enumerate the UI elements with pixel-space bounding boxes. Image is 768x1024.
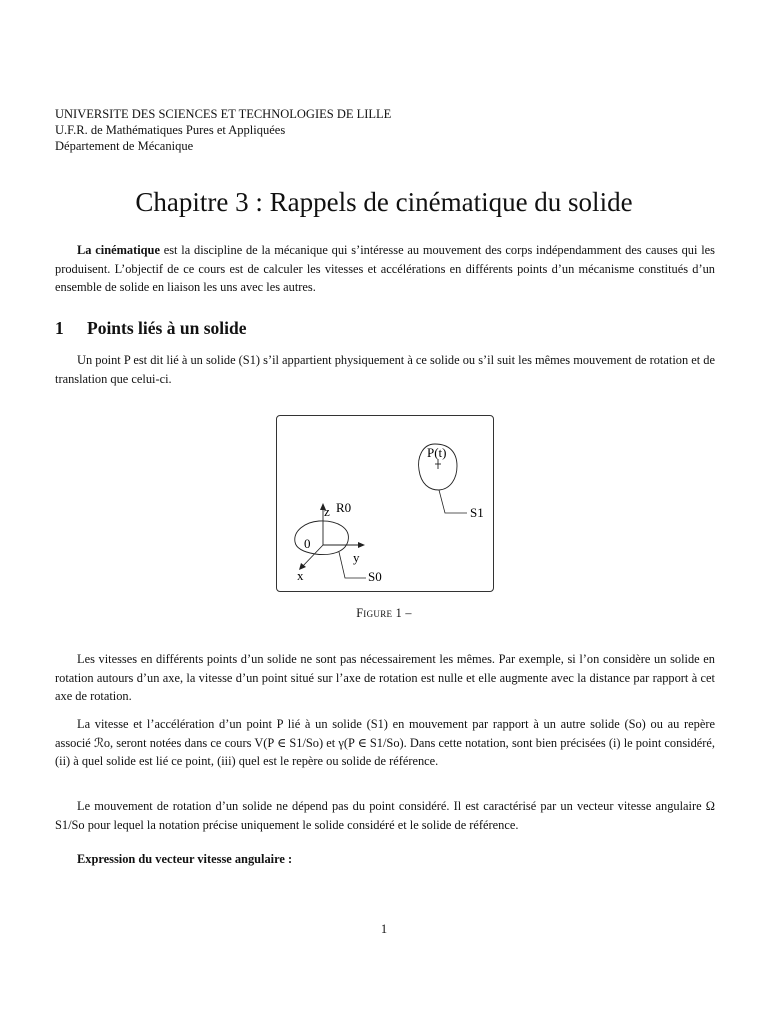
label-pt: P(t) <box>427 445 447 460</box>
label-r0: R0 <box>336 500 352 515</box>
paragraph-velocities: Les vitesses en différents points d’un solide ne sont pas nécessairement les mêmes. Par exemple, si l’on considère un solide en rotation autours d’un axe, la vitesse d’un point situé sur l’axe de rotation est nulle et elle augmente avec la distance par rapport à cet axe de rotation. <box>55 652 715 703</box>
subheading-angular-velocity: Expression du vecteur vitesse angulaire : <box>77 852 293 866</box>
section-number: 1 <box>55 318 64 338</box>
header-department: Département de Mécanique <box>55 139 194 153</box>
intro-text: est la discipline de la mécanique qui s’intéresse au mouvement des corps indépendamment des causes qui les produisent. L’objectif de ce cours est de calculer les vitesses et accélérations en différents points d’un mécanisme constitués d’un ensemble de solide en liaison les uns avec les autres. <box>55 243 715 294</box>
intro-paragraph <box>55 241 715 297</box>
figure-box <box>276 415 494 592</box>
chapter-title: Chapitre 3 : Rappels de cinématique du solide <box>135 187 633 217</box>
s1-leader-line <box>439 490 467 513</box>
intro-bold-term: La cinématique <box>77 243 160 257</box>
header-university: UNIVERSITE DES SCIENCES ET TECHNOLOGIES DE LILLE <box>55 107 392 121</box>
solid-s0-outline <box>295 521 349 555</box>
label-x: x <box>297 568 304 583</box>
label-s1: S1 <box>470 505 484 520</box>
label-y: y <box>353 550 360 565</box>
page-number: 1 <box>380 922 388 936</box>
paragraph-notation: La vitesse et l’accélération d’un point P lié à un solide (S1) en mouvement par rapport à un autre solide (So) ou au repère associé ℛo, seront notées dans ce cours V(P ∈ S1/So) et γ(P ∈ S1/So). Dans cette notation, sont bien précisées (i) le point considéré, (ii) à quel solide est lié ce point, (iii) quel est le repère ou solide de référence. <box>55 717 715 768</box>
section1-paragraph: Un point P est dit lié à un solide (S1) s’il appartient physiquement à ce solide ou s’il suit les mêmes mouvement de rotation et de translation que celui-ci. <box>55 353 715 386</box>
kinematics-diagram <box>277 416 493 591</box>
paragraph-angular-velocity: Le mouvement de rotation d’un solide ne dépend pas du point considéré. Il est caractérisé par un vecteur vitesse angulaire Ω S1/So pour lequel la notation précise uniquement le solide considéré et le solide de référence. <box>55 799 715 832</box>
figure-caption: Figure 1 – <box>356 606 412 620</box>
section-heading <box>55 318 246 339</box>
label-origin: 0 <box>304 536 311 551</box>
section-title: Points liés à un solide <box>87 318 247 338</box>
header-ufr: U.F.R. de Mathématiques Pures et Appliquées <box>55 123 286 137</box>
label-z: z <box>324 504 330 519</box>
label-s0: S0 <box>368 569 382 584</box>
